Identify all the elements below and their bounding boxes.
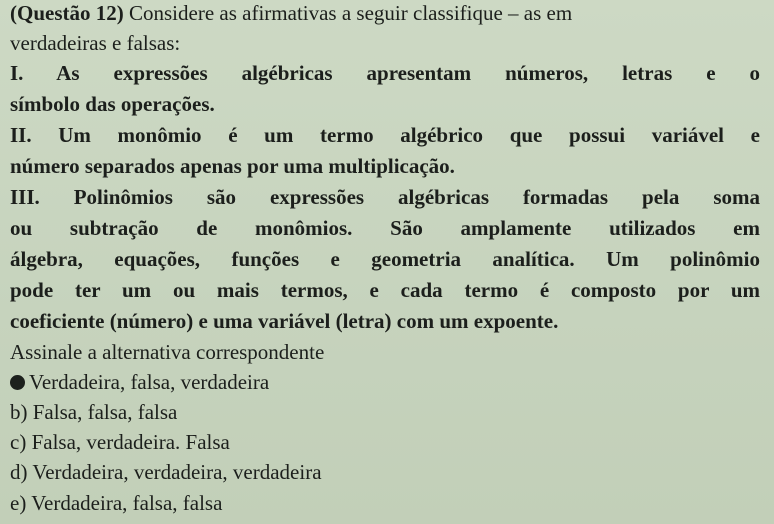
- option-c[interactable]: [10, 429, 230, 455]
- option-e-text: Verdadeira, falsa, falsa: [31, 491, 223, 515]
- option-c-label: c): [10, 430, 27, 454]
- statement-iii-line-1: III. Polinômios são expressões algébricas formadas pela soma: [10, 185, 760, 209]
- option-e[interactable]: [10, 490, 222, 516]
- option-b-text: Falsa, falsa, falsa: [32, 400, 178, 424]
- question-intro-text: Considere as afirmativas a seguir classifique – as em: [129, 1, 573, 25]
- option-a-text: Verdadeira, falsa, verdadeira: [29, 370, 270, 394]
- statement-ii-line-2: número separados apenas por uma multiplicação.: [10, 154, 455, 178]
- option-b[interactable]: [10, 399, 177, 425]
- statement-i-line-1: I. As expressões algébricas apresentam números, letras e o: [10, 61, 760, 85]
- statement-i-line-2: símbolo das operações.: [10, 92, 215, 116]
- question-intro-line-2: verdadeiras e falsas:: [10, 31, 181, 55]
- option-d-label: d): [10, 460, 28, 484]
- option-a[interactable]: [10, 369, 269, 395]
- option-d[interactable]: [10, 459, 322, 485]
- option-a-selected-marker: [10, 375, 25, 390]
- statement-iii-line-4: pode ter um ou mais termos, e cada termo é composto por um: [10, 278, 760, 302]
- option-d-text: Verdadeira, verdadeira, verdadeira: [32, 460, 322, 484]
- option-b-label: b): [10, 400, 28, 424]
- option-c-text: Falsa, verdadeira. Falsa: [31, 430, 230, 454]
- statement-iii-line-5: coeficiente (número) e uma variável (letra) com um expoente.: [10, 309, 559, 333]
- option-e-label: e): [10, 491, 27, 515]
- question-heading: (Questão 12): [10, 1, 124, 25]
- statement-iii-line-3: álgebra, equações, funções e geometria analítica. Um polinômio: [10, 247, 760, 271]
- question-intro-line-1: [10, 0, 572, 26]
- statement-iii-line-2: ou subtração de monômios. São amplamente utilizados em: [10, 216, 760, 240]
- instruction-text: Assinale a alternativa correspondente: [10, 340, 325, 364]
- statement-ii-line-1: II. Um monômio é um termo algébrico que possui variável e: [10, 123, 760, 147]
